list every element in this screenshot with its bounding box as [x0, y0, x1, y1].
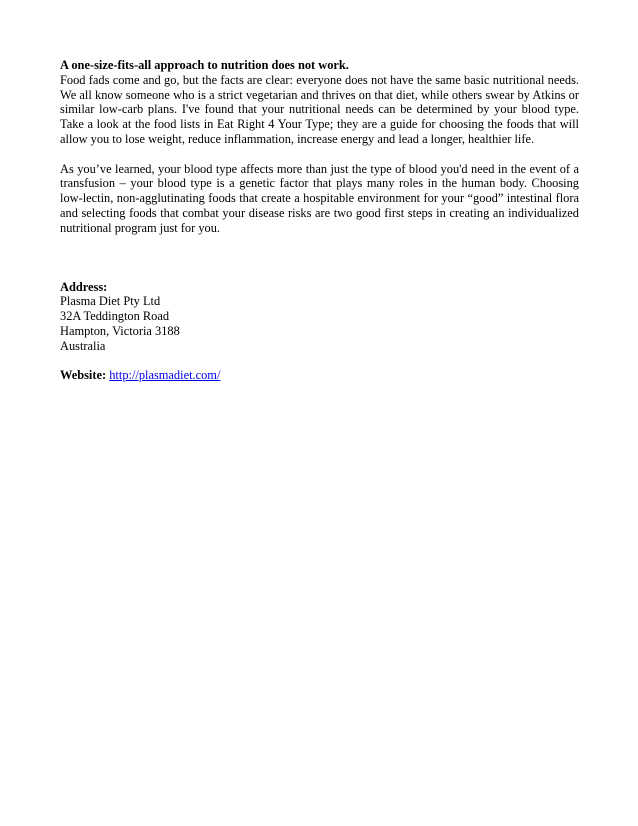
address-city: Hampton, Victoria 3188 [60, 323, 180, 338]
address-company: Plasma Diet Pty Ltd [60, 294, 161, 309]
article-paragraph-1: Food fads come and go, but the facts are clear: everyone does not have the same basic nutritional needs. We all know someone who is a strict vegetarian and thrives on that diet, while others swear by Atkins or similar low-carb plans. I've found that your nutritional needs can be determined by your blood type. Take a look at the food lists in Eat Right 4 Your Type; they are a guide for choosing the foods that will allow you to lose weight, reduce inflammation, increase energy and lead a longer, healthier life. [60, 72, 579, 146]
website-row [60, 368, 579, 383]
address-street: 32A Teddington Road [60, 309, 170, 324]
address-country: Australia [60, 338, 106, 353]
article-body [60, 73, 579, 236]
website-link[interactable]: http://plasmadiet.com/ [109, 368, 221, 383]
website-label: Website: [60, 368, 107, 383]
address-block [60, 280, 579, 354]
article-heading: A one-size-fits-all approach to nutrition does not work. [60, 58, 349, 72]
address-label: Address: [60, 279, 108, 294]
document-page [60, 58, 579, 383]
article-paragraph-2: As you’ve learned, your blood type affects more than just the type of blood you'd need in the event of a transfusion – your blood type is a genetic factor that plays many roles in the human body. Choosing low-lectin, non-agglutinating foods that create a hospitable environment for your “good” intestinal flora and selecting foods that combat your disease risks are two good first steps in creating an individualized nutritional program just for you. [60, 161, 579, 235]
